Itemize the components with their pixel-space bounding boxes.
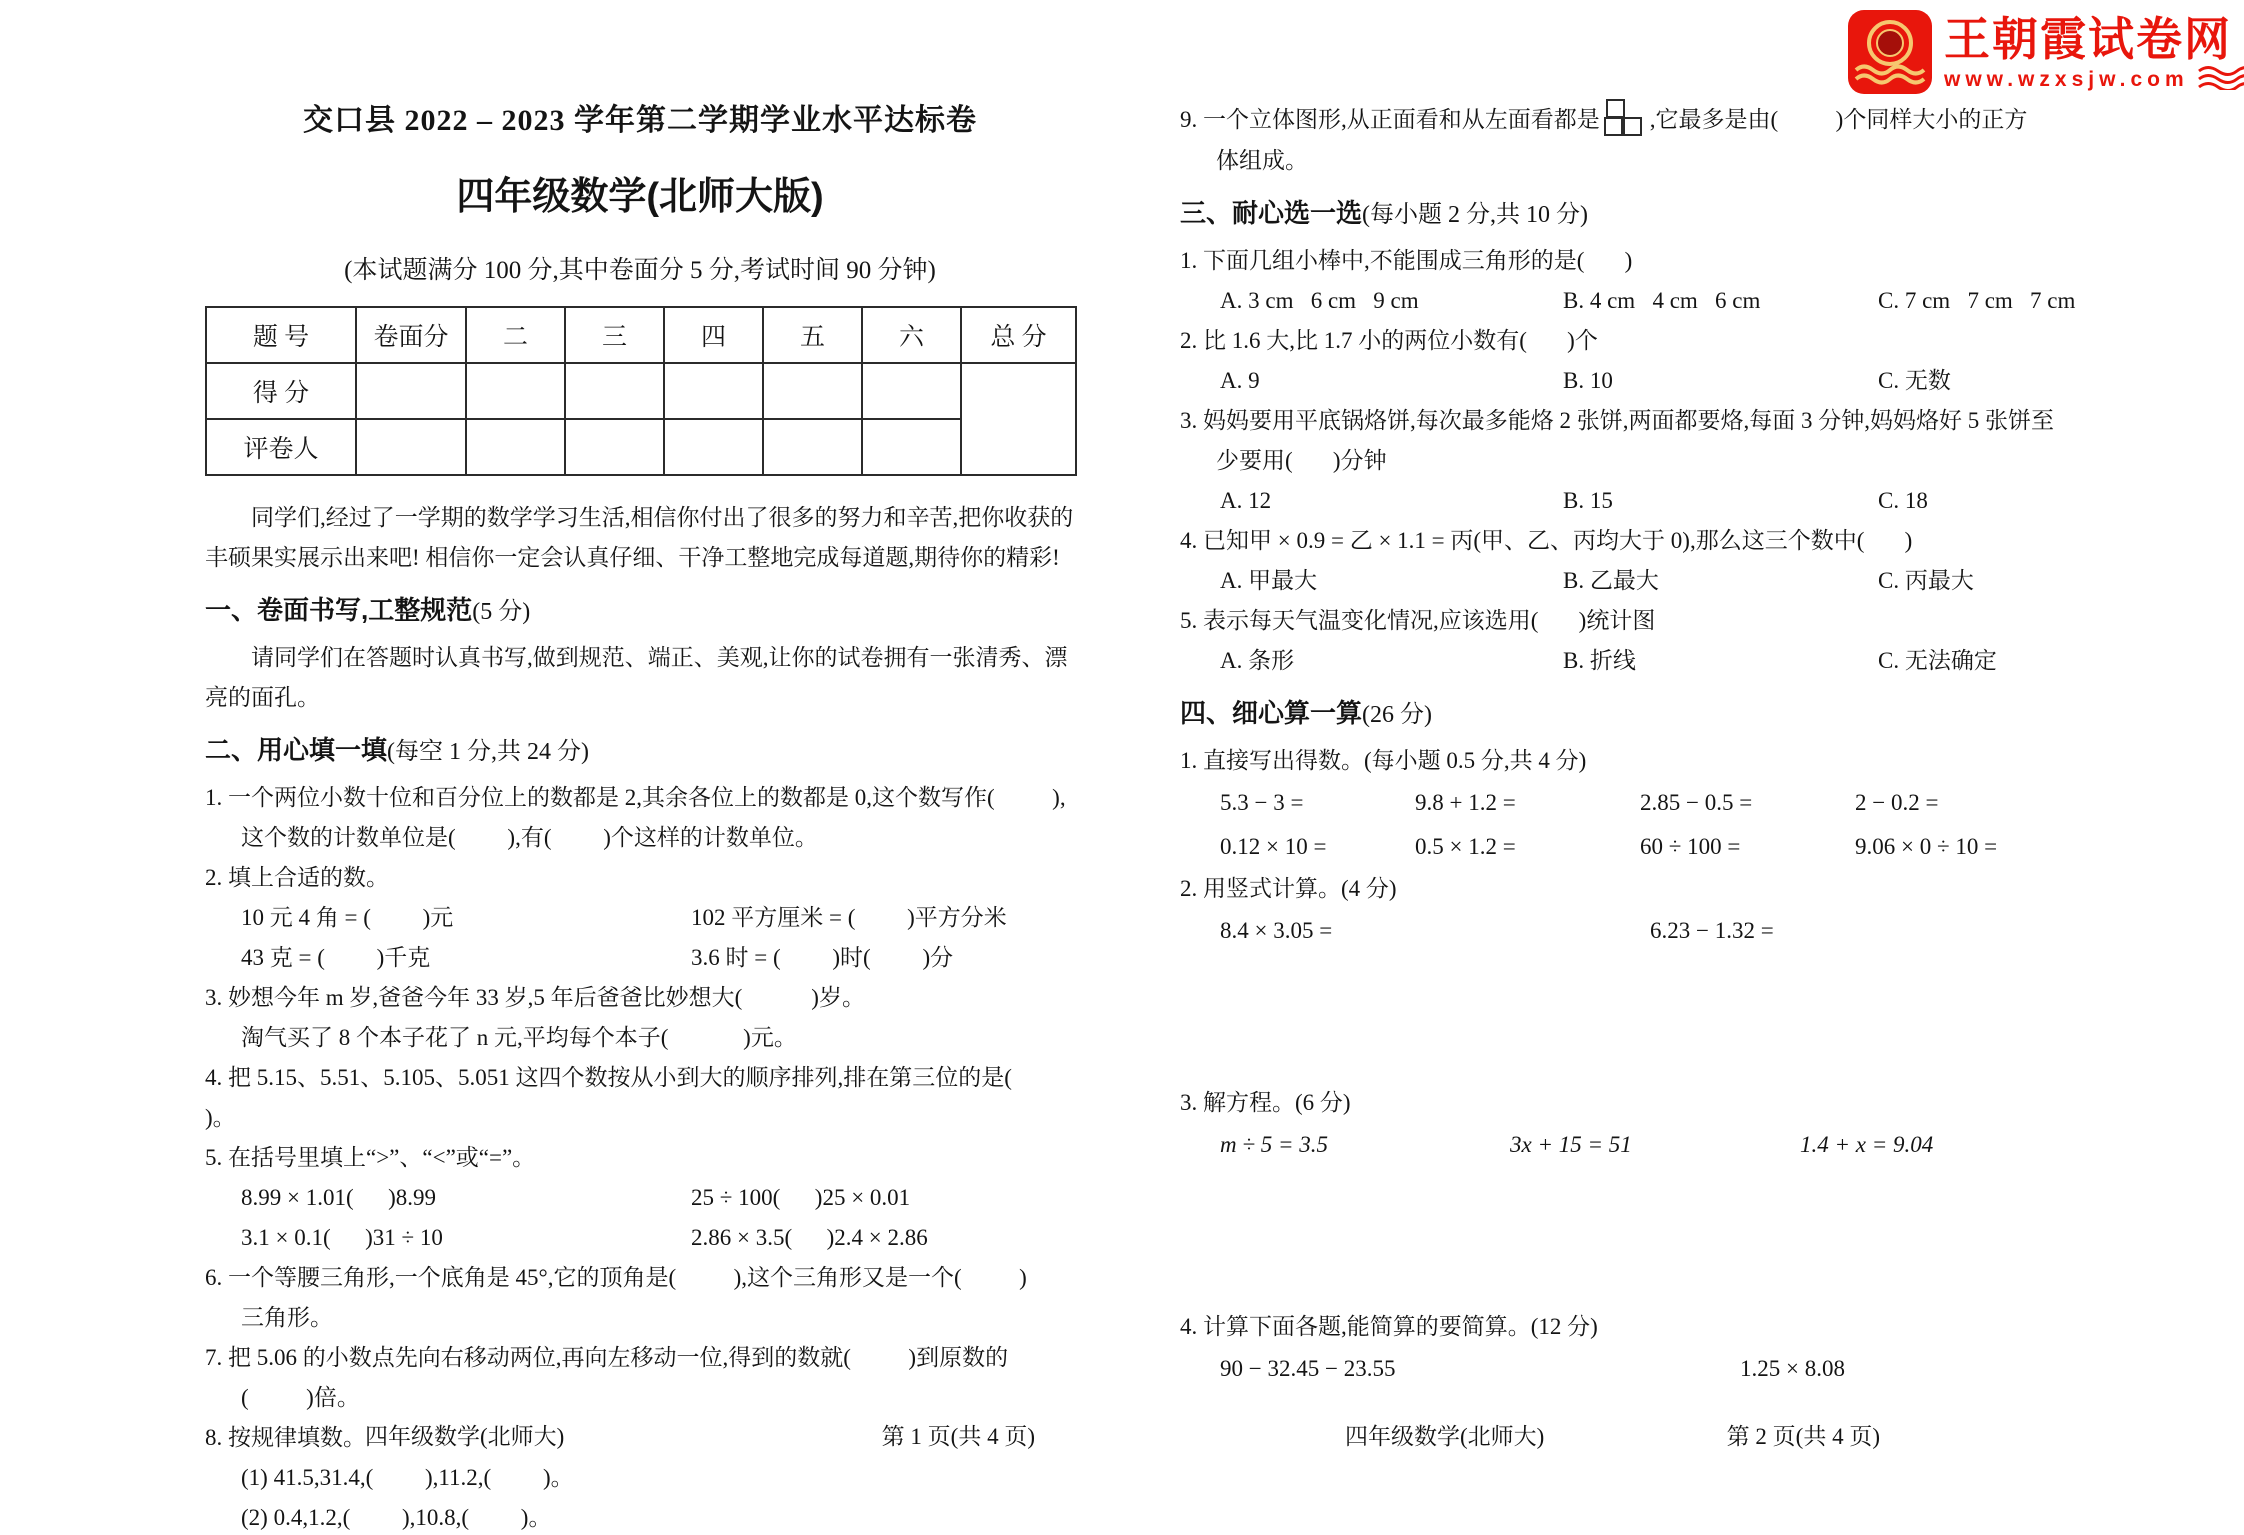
score-table [205, 306, 1077, 476]
section-2-points: (每空 1 分,共 24 分) [387, 739, 589, 765]
compare-blank: 25 ÷ 100( )25 × 0.01 [691, 1185, 911, 1210]
fill-blank: 10 元 4 角 = ( )元 [241, 905, 454, 930]
exam-title: 交口县 2022 – 2023 学年第二学期学业水平达标卷 [303, 104, 977, 137]
score-cell [466, 419, 565, 475]
fill-q8-stem: 8. 按规律填数。 [205, 1425, 366, 1450]
score-cell [356, 419, 466, 475]
fill-q2-row2 [205, 938, 1075, 978]
option-b: B. 15 [1563, 488, 1613, 513]
score-row [206, 419, 1076, 475]
calc-q1-stem: 1. 直接写出得数。(每小题 0.5 分,共 4 分) [1180, 748, 1587, 773]
brand-name: 王朝霞试卷网 [1944, 13, 2232, 65]
footer-page-number: 第 1 页(共 4 页) [881, 1424, 1035, 1449]
page-1 [205, 95, 1075, 1535]
score-cell [862, 363, 961, 419]
fill-q8-sub1: (1) 41.5,31.4,( ),11.2,( )。 [241, 1465, 574, 1490]
footer-page-number: 第 2 页(共 4 页) [1726, 1424, 1880, 1449]
score-cell [565, 419, 664, 475]
fill-q1-line2: 这个数的计数单位是( ),有( )个这样的计数单位。 [241, 825, 818, 850]
choice-q2-options [1180, 361, 2095, 401]
calc-q2-stem: 2. 用竖式计算。(4 分) [1180, 876, 1397, 901]
score-row-label: 评卷人 [206, 419, 356, 475]
score-header-cell: 总 分 [961, 307, 1076, 363]
score-cell [664, 419, 763, 475]
fill-q9-text-after: ,它最多是由( )个同样大小的正方 [1649, 107, 2028, 132]
calc-q4-row [1180, 1347, 2095, 1391]
exam-subtitle: 四年级数学(北师大版) [456, 176, 824, 218]
score-cell [763, 419, 862, 475]
fill-q7-line1: 7. 把 5.06 的小数点先向右移动两位,再向左移动一位,得到的数就( )到原数的 [205, 1345, 1009, 1370]
compare-blank: 3.1 × 0.1( )31 ÷ 10 [241, 1225, 443, 1250]
section-3-points: (每小题 2 分,共 10 分) [1362, 202, 1588, 228]
exam-note: (本试题满分 100 分,其中卷面分 5 分,考试时间 90 分钟) [344, 257, 936, 284]
calc-q1-row2 [1180, 825, 2095, 869]
square-bottom-left [1604, 117, 1623, 136]
section-1-body: 请同学们在答题时认真书写,做到规范、端正、美观,让你的试卷拥有一张清秀、漂亮的面孔。 [205, 645, 1068, 710]
fill-q2-stem: 2. 填上合适的数。 [205, 865, 389, 890]
option-c: C. 7 cm 7 cm 7 cm [1878, 288, 2076, 313]
score-header-cell: 三 [565, 307, 664, 363]
intro-paragraph: 同学们,经过了一学期的数学学习生活,相信你付出了很多的努力和辛苦,把你收获的丰硕果实展示出来吧! 相信你一定会认真仔细、干净工整地完成每道题,期待你的精彩! [205, 505, 1074, 570]
fill-q3-line2: 淘气买了 8 个本子花了 n 元,平均每个本子( )元。 [241, 1025, 797, 1050]
option-c: C. 无数 [1878, 368, 1951, 393]
option-b: B. 10 [1563, 368, 1613, 393]
fill-q6-line1: 6. 一个等腰三角形,一个底角是 45°,它的顶角是( ),这个三角形又是一个( ) [205, 1265, 1027, 1290]
mental-math-item: 0.12 × 10 = [1220, 834, 1327, 859]
option-a: A. 12 [1220, 488, 1272, 513]
option-b: B. 4 cm 4 cm 6 cm [1563, 288, 1761, 313]
choice-q5-options [1180, 641, 2095, 681]
section-1-points: (5 分) [472, 599, 531, 625]
equation-item: 3x + 15 = 51 [1510, 1132, 1632, 1157]
compare-blank: 2.86 × 3.5( )2.4 × 2.86 [691, 1225, 928, 1250]
score-cell [664, 363, 763, 419]
score-row [206, 363, 1076, 419]
column-calc-item: 6.23 − 1.32 = [1650, 918, 1774, 943]
mental-math-item: 60 ÷ 100 = [1640, 834, 1741, 859]
score-cell [356, 363, 466, 419]
fill-blank: 102 平方厘米 = ( )平方分米 [691, 905, 1007, 930]
calc-q1-row1 [1180, 781, 2095, 825]
option-a: A. 甲最大 [1220, 568, 1318, 593]
section-3-title: 三、耐心选一选 [1180, 198, 1363, 228]
option-b: B. 乙最大 [1563, 568, 1659, 593]
score-table-header-row [206, 307, 1076, 363]
mental-math-item: 2.85 − 0.5 = [1640, 790, 1753, 815]
calc-q3-row [1180, 1123, 2095, 1167]
calc-q2-row [1180, 909, 2095, 953]
option-c: C. 丙最大 [1878, 568, 1974, 593]
option-b: B. 折线 [1563, 648, 1636, 673]
red-wavy-lines-icon [2197, 64, 2244, 95]
mental-math-item: 9.06 × 0 ÷ 10 = [1855, 834, 1998, 859]
fill-q2-row1 [205, 898, 1075, 938]
option-a: A. 条形 [1220, 648, 1295, 673]
work-space [1180, 953, 2095, 1083]
fill-q8-sub2: (2) 0.4,1.2,( ),10.8,( )。 [241, 1505, 552, 1530]
choice-q3-line2: 少要用( )分钟 [1216, 448, 1387, 473]
fill-q1-line1: 1. 一个两位小数十位和百分位上的数都是 2,其余各位上的数都是 0,这个数写作( ), [205, 785, 1066, 810]
section-2-heading [205, 730, 1075, 772]
page-1-footer [205, 1418, 1075, 1451]
choice-q3-options [1180, 481, 2095, 521]
fill-q9-line2: 体组成。 [1216, 148, 1308, 173]
choice-q1-stem: 1. 下面几组小棒中,不能围成三角形的是( ) [1180, 248, 1633, 273]
brand-emblem-icon [1848, 10, 1932, 99]
fill-q4: 4. 把 5.15、5.51、5.105、5.051 这四个数按从小到大的顺序排列,排在第三位的是( )。 [205, 1065, 1064, 1130]
fill-q6-line2: 三角形。 [241, 1305, 333, 1330]
square-bottom-right [1623, 117, 1642, 136]
score-header-cell: 五 [763, 307, 862, 363]
mental-math-item: 2 − 0.2 = [1855, 790, 1939, 815]
score-header-cell: 六 [862, 307, 961, 363]
option-a: A. 3 cm 6 cm 9 cm [1220, 288, 1419, 313]
compare-blank: 8.99 × 1.01( )8.99 [241, 1185, 437, 1210]
section-2-title: 二、用心填一填 [205, 735, 388, 765]
choice-q5-stem: 5. 表示每天气温变化情况,应该选用( )统计图 [1180, 608, 1656, 633]
calc-q4-stem: 4. 计算下面各题,能简算的要简算。(12 分) [1180, 1314, 1598, 1339]
section-1-title: 一、卷面书写,工整规范 [205, 595, 473, 625]
option-a: A. 9 [1220, 368, 1260, 393]
square-top-left [1606, 99, 1625, 118]
fill-q3-line1: 3. 妙想今年 m 岁,爸爸今年 33 岁,5 年后爸爸比妙想大( )岁。 [205, 985, 865, 1010]
page-2-footer [1180, 1418, 2095, 1451]
fill-q5-row1 [205, 1178, 1075, 1218]
footer-book-label: 四年级数学(北师大) [1345, 1424, 1545, 1449]
choice-q4-options [1180, 561, 2095, 601]
page-2 [1180, 95, 2095, 1391]
column-calc-item: 8.4 × 3.05 = [1220, 918, 1333, 943]
work-space [1180, 1167, 2095, 1307]
section-3-heading [1180, 193, 2095, 235]
option-c: C. 无法确定 [1878, 648, 1997, 673]
mental-math-item: 0.5 × 1.2 = [1415, 834, 1516, 859]
fill-q5-row2 [205, 1218, 1075, 1258]
brand-logo [1848, 10, 2244, 99]
mental-math-item: 9.8 + 1.2 = [1415, 790, 1516, 815]
fill-blank: 43 克 = ( )千克 [241, 945, 431, 970]
section-4-heading [1180, 693, 2095, 735]
fill-blank: 3.6 时 = ( )时( )分 [691, 945, 954, 970]
fill-q5-stem: 5. 在括号里填上“>”、“<”或“=”。 [205, 1145, 536, 1170]
fill-q9-line1 [1180, 99, 2095, 141]
fill-q9-text-before: 9. 一个立体图形,从正面看和从左面看都是 [1180, 107, 1600, 132]
fill-q7-line2: ( )倍。 [241, 1385, 360, 1410]
section-1-heading [205, 590, 1075, 632]
score-total-cell [961, 363, 1076, 475]
score-row-label: 得 分 [206, 363, 356, 419]
equation-item: 1.4 + x = 9.04 [1800, 1132, 1934, 1157]
score-cell [862, 419, 961, 475]
choice-q1-options [1180, 281, 2095, 321]
simplify-calc-item: 90 − 32.45 − 23.55 [1220, 1356, 1396, 1381]
option-c: C. 18 [1878, 488, 1928, 513]
brand-url: www.wzxsjw.com [1944, 67, 2189, 91]
calc-q3-stem: 3. 解方程。(6 分) [1180, 1090, 1351, 1115]
l-shape-figure [1604, 99, 1646, 141]
score-cell [466, 363, 565, 419]
score-header-cell: 二 [466, 307, 565, 363]
choice-q4-stem: 4. 已知甲 × 0.9 = 乙 × 1.1 = 丙(甲、乙、丙均大于 0),那么这三个数中( ) [1180, 528, 1913, 553]
section-4-points: (26 分) [1362, 702, 1432, 728]
choice-q2-stem: 2. 比 1.6 大,比 1.7 小的两位小数有( )个 [1180, 328, 1598, 353]
section-4-title: 四、细心算一算 [1180, 698, 1363, 728]
equation-item: m ÷ 5 = 3.5 [1220, 1132, 1329, 1157]
score-header-cell: 题 号 [206, 307, 356, 363]
score-header-cell: 四 [664, 307, 763, 363]
simplify-calc-item: 1.25 × 8.08 [1740, 1356, 1845, 1381]
footer-book-label: 四年级数学(北师大) [365, 1424, 565, 1449]
score-header-cell: 卷面分 [356, 307, 466, 363]
mental-math-item: 5.3 − 3 = [1220, 790, 1304, 815]
score-cell [565, 363, 664, 419]
score-cell [763, 363, 862, 419]
choice-q3-line1: 3. 妈妈要用平底锅烙饼,每次最多能烙 2 张饼,两面都要烙,每面 3 分钟,妈妈烙好 5 张饼至 [1180, 408, 2054, 433]
